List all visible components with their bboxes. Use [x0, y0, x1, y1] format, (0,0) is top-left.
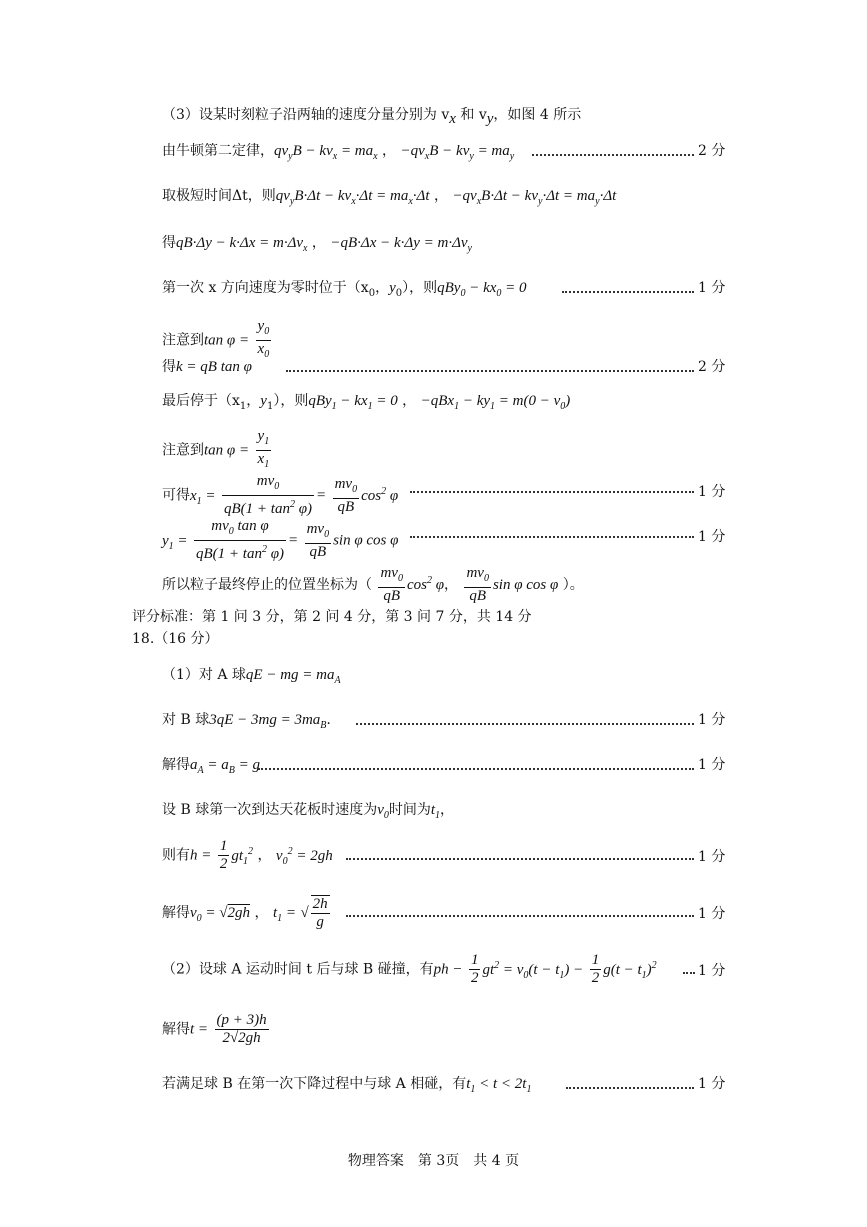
score: 1 分: [698, 849, 726, 865]
question-18-heading: 18.（16 分）: [132, 631, 219, 647]
score: 1 分: [698, 906, 726, 922]
score: 2 分: [698, 143, 726, 159]
score: 1 分: [698, 484, 726, 500]
condition-line: 若满足球 B 在第一次下降过程中与球 A 相碰，有$t_1 < t < 2t_1$: [162, 1076, 532, 1095]
score: 1 分: [698, 757, 726, 773]
first-zero-line: 第一次 x 方向速度为零时位于（$x_0$，$y_0$），则$qBy_0 - kx_0 = 0$: [162, 280, 527, 299]
tan-note-2: 注意到tan φ = $\frac{y_1}{x_1}$: [162, 428, 270, 470]
tan-note-1: 注意到tan φ = $\frac{y_0}{x_0}$: [162, 318, 270, 360]
page-footer: 物理答案 第 3页 共 4 页: [347, 1153, 520, 1169]
ball-b-ceiling-line: 设 B 球第一次到达天花板时速度为$v_0$时间为$t_1$，: [162, 802, 455, 821]
t-result: 解得t = $\frac{(p + 3)h}{2√2gh}$: [162, 1012, 267, 1046]
ball-a-equation: （1）对 A 球qE − mg = $ma_A$: [162, 667, 341, 686]
grading-criteria: 评分标准：第 1 问 3 分，第 2 问 4 分，第 3 问 7 分，共 14 分: [132, 609, 532, 625]
leader-dots: [356, 723, 694, 725]
acceleration-result: 解得$a_A = a_B = g$: [162, 757, 260, 776]
leader-dots: [258, 768, 694, 770]
k-result-line: 得k = qB tan φ: [162, 359, 252, 375]
final-position-line: 所以粒子最终停止的位置坐标为（ $\frac{mv_0}{qB}$ $\cos^2 \varphi$， $\frac{mv_0}{qB}$ sin φ cos φ ）。: [162, 565, 584, 604]
leader-dots: [683, 972, 695, 974]
score: 2 分: [698, 359, 726, 375]
x1-result-line: 可得$x_1$ = $\frac{mv_0}{qB(1 + \tan^2 \varphi)}$ = $\frac{mv_0}{qB}$ $\cos^2 \varphi$: [162, 473, 399, 517]
collision-equation: （2）设球 A 运动时间 t 后与球 B 碰撞，有ph − $\frac{1}{2}$ $gt^2 = v_0(t - t_1)$ − $\frac{1}{2}$ $g(t - t_1)^2$: [162, 952, 657, 986]
leader-dots: [532, 154, 694, 156]
leader-dots: [286, 370, 694, 372]
delta-line: 得$qB\cdot\Delta y - k\cdot\Delta x = m\cdot\Delta v_x$ ， $-qB\cdot\Delta x - k\cdot\Delta y = m\cdot\Delta v_y$: [162, 235, 472, 254]
newton-law-line: 由牛顿第二定律，$qv_yB - kv_x = ma_x$ ， $-qv_xB - kv_y = ma_y$: [162, 143, 515, 162]
score: 1 分: [698, 529, 726, 545]
kinematics-line: 则有h = $\frac{1}{2}$ $gt_1^2$ ， $v_0^2 = 2gh$: [162, 838, 333, 872]
v0-t1-result: 解得$v_0 = √2gh$ ， $t_1$ = √ $\frac{2h}{g}$: [162, 896, 328, 930]
score: 1 分: [698, 963, 726, 979]
score: 1 分: [698, 712, 726, 728]
y1-result-line: $y_1$ = $\frac{mv_0 \tan \varphi}{qB(1 + \tan^2 \varphi)}$ = $\frac{mv_0}{qB}$ sin φ cos φ: [162, 518, 399, 562]
leader-dots: [410, 536, 694, 538]
final-stop-line: 最后停于（$x_1$，$y_1$），则$qBy_1 - kx_1 = 0$ ， $-qBx_1 - ky_1 = m(0 - v_0)$: [162, 393, 571, 412]
leader-dots: [562, 291, 694, 293]
score: 1 分: [698, 1076, 726, 1092]
leader-dots: [346, 858, 694, 860]
short-time-line: 取极短时间Δt，则$qv_yB\cdot\Delta t - kv_x\cdot\Delta t = ma_x\cdot\Delta t$ ， $-qv_xB\cdot\Delta t - kv_y\cdot\Delta t = ma_y\cdot\Delta t$: [162, 188, 617, 207]
score: 1 分: [698, 280, 726, 296]
leader-dots: [346, 915, 694, 917]
ball-b-equation: 对 B 球$3qE - 3mg = 3ma_B$.: [162, 712, 331, 731]
part3-intro: （3）设某时刻粒子沿两轴的速度分量分别为 $v_x$ 和 $v_y$，如图 4 所示: [162, 107, 582, 127]
leader-dots: [566, 1087, 694, 1089]
leader-dots: [410, 491, 694, 493]
